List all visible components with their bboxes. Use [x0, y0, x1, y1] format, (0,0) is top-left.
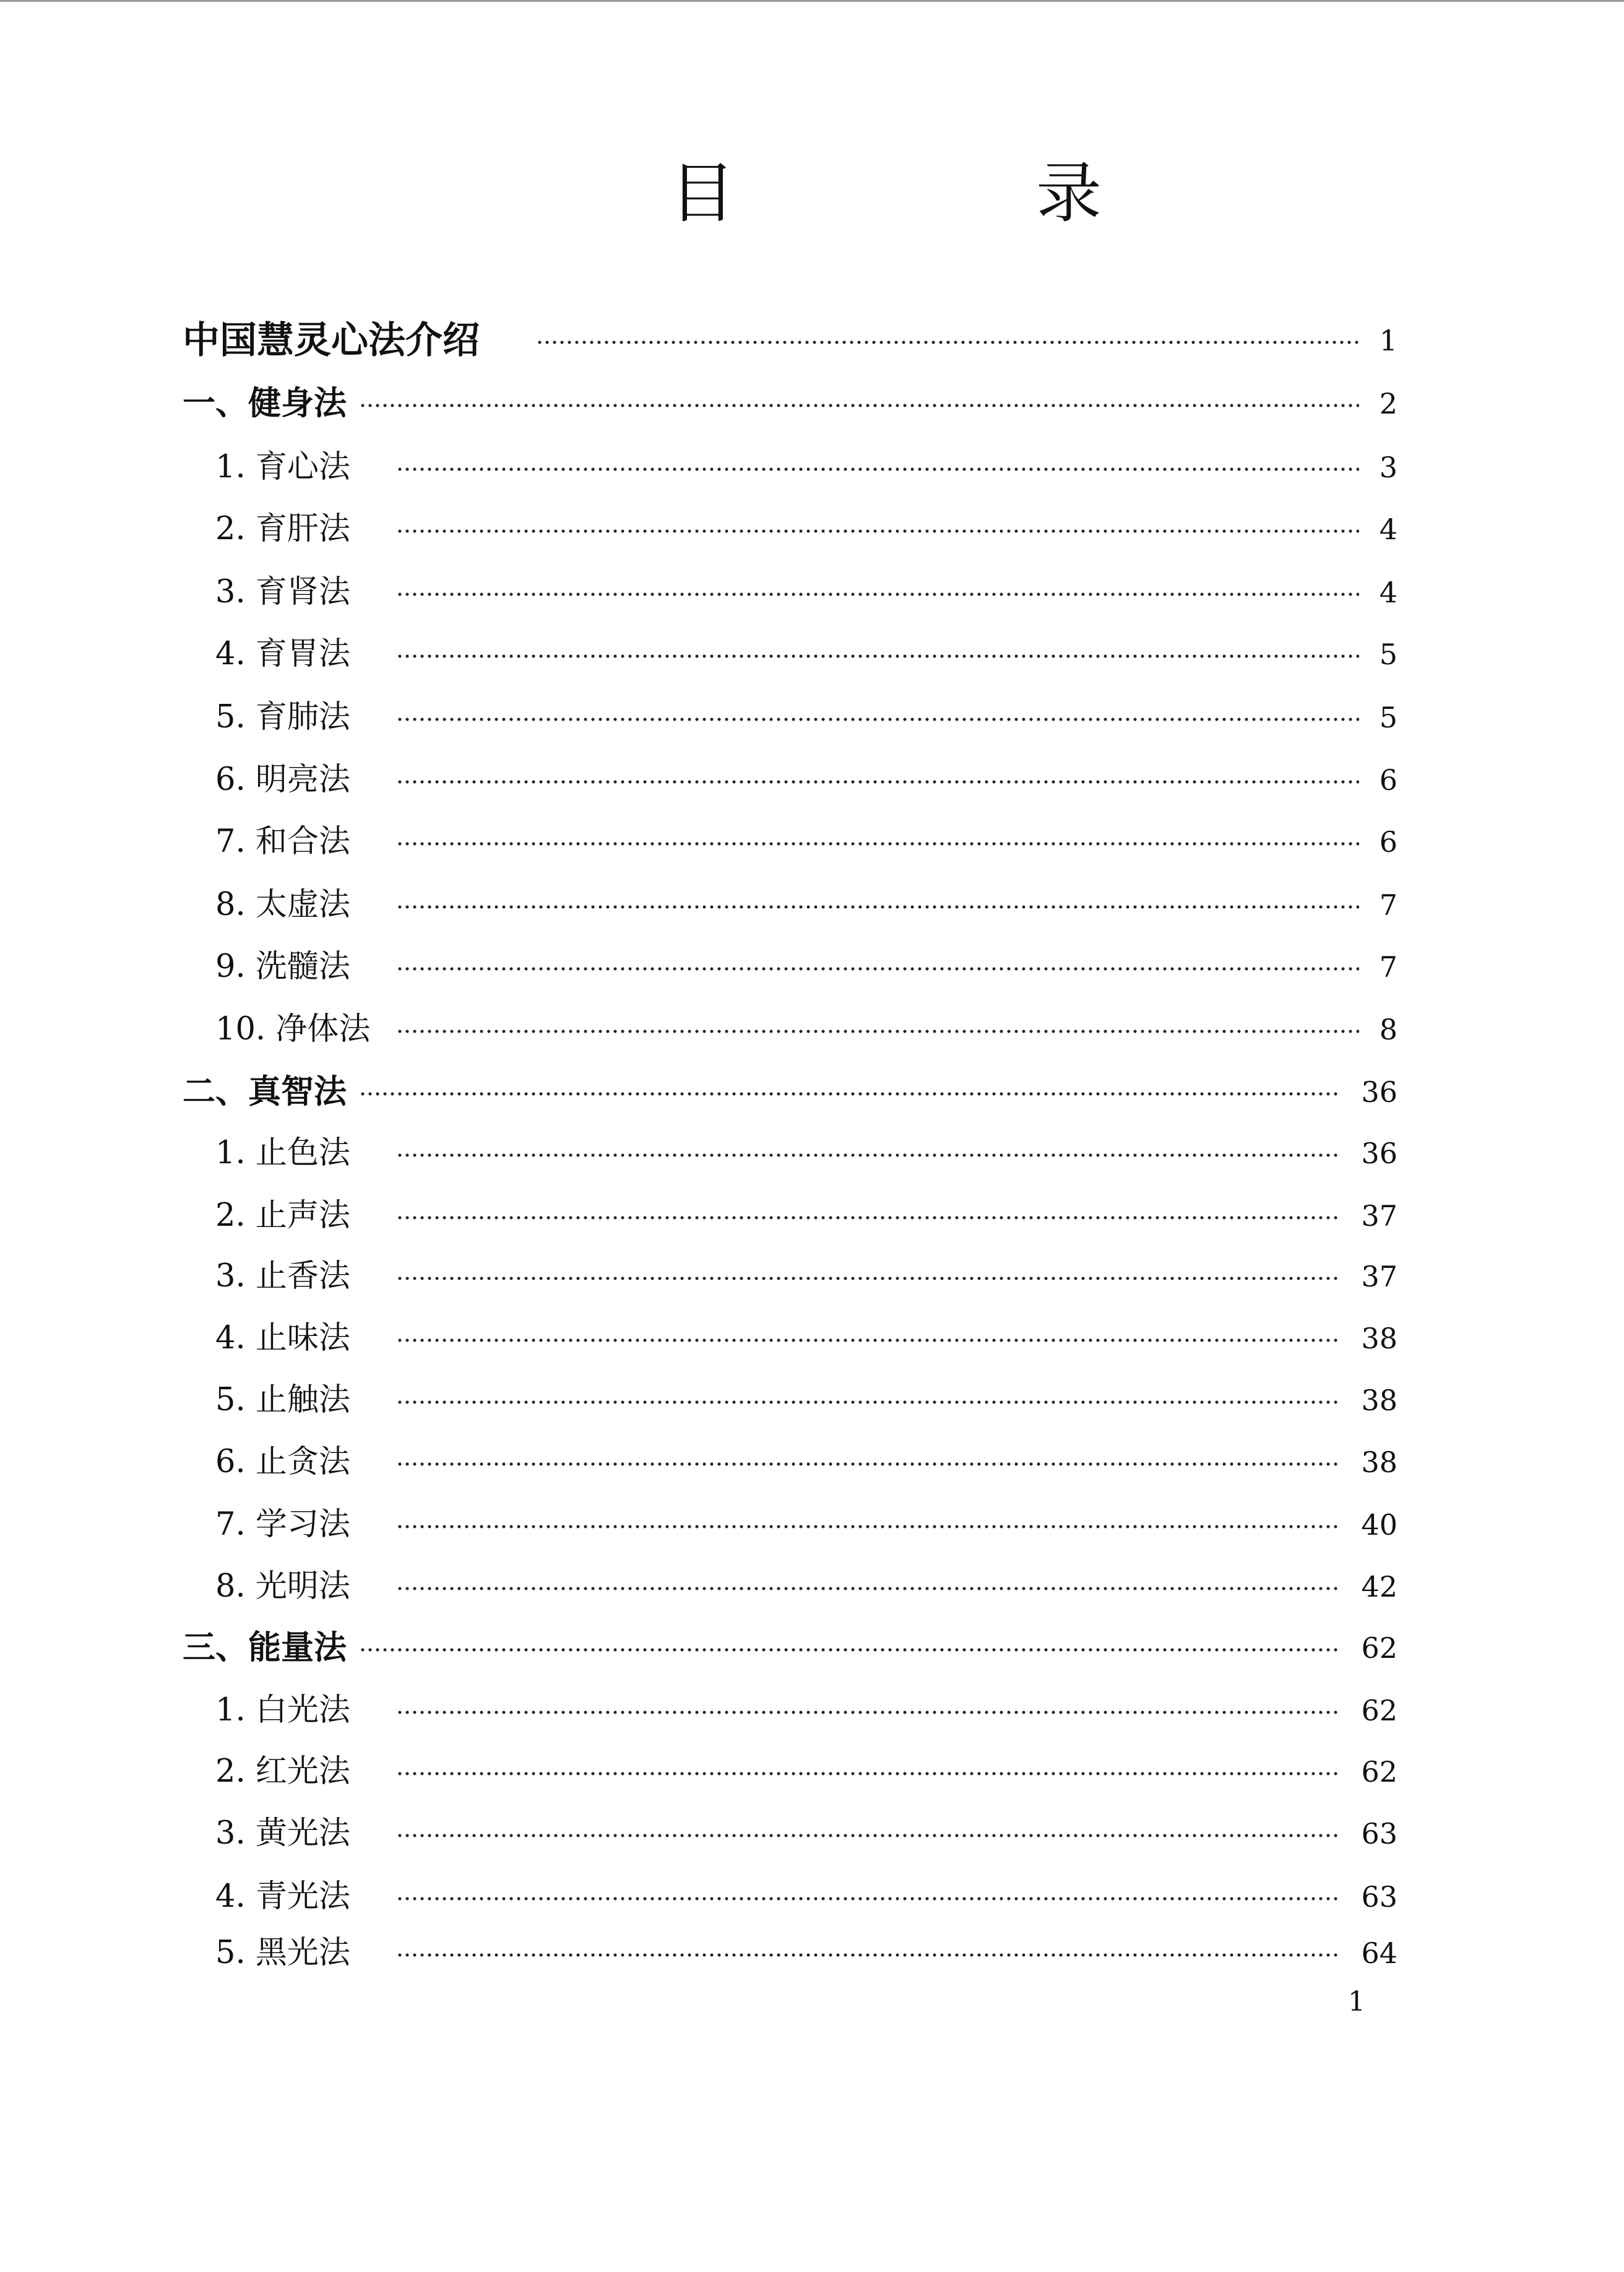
toc-entry-page-number: 36 — [1361, 1137, 1397, 1170]
toc-entry-page-number: 38 — [1361, 1446, 1397, 1479]
toc-entry — [183, 379, 1405, 428]
toc-entry — [215, 755, 1405, 805]
toc-entry-page-number: 62 — [1361, 1694, 1397, 1727]
toc-entry-page-number: 38 — [1361, 1322, 1397, 1355]
toc-entry — [215, 1314, 1405, 1363]
toc-entry-title: 8. 太虚法 — [215, 887, 350, 923]
toc-entry-page-number: 62 — [1361, 1631, 1397, 1665]
toc-dot-leader — [396, 1953, 1341, 1957]
toc-entry — [215, 1686, 1405, 1735]
toc-entry-title: 8. 光明法 — [215, 1568, 350, 1605]
toc-entry-page-number: 4 — [1379, 576, 1397, 609]
toc-entry-page-number: 63 — [1361, 1817, 1397, 1850]
toc-entry-title: 3. 育肾法 — [215, 574, 350, 610]
toc-dot-leader — [396, 842, 1359, 846]
toc-entry-title: 10. 净体法 — [215, 1011, 371, 1047]
toc-entry-title: 2. 育肝法 — [215, 511, 350, 547]
toc-dot-leader — [396, 467, 1359, 471]
toc-entry — [215, 942, 1405, 992]
toc-dot-leader — [396, 1525, 1341, 1528]
toc-entry — [215, 1376, 1405, 1425]
toc-entry — [215, 1872, 1405, 1922]
toc-entry-title: 7. 和合法 — [215, 823, 350, 860]
toc-dot-leader — [396, 1711, 1341, 1714]
toc-entry-title: 2. 止声法 — [215, 1197, 350, 1234]
toc-dot-leader — [396, 1400, 1341, 1404]
toc-dot-leader — [396, 1772, 1341, 1776]
toc-entry-title: 5. 育肺法 — [215, 699, 350, 735]
toc-dot-leader — [396, 1216, 1341, 1220]
toc-entry-page-number: 42 — [1361, 1570, 1397, 1603]
toc-entry-page-number: 4 — [1379, 513, 1397, 546]
toc-entry-title: 6. 止贪法 — [215, 1444, 350, 1480]
toc-entry — [215, 568, 1405, 617]
toc-entry-title: 3. 止香法 — [215, 1258, 350, 1294]
toc-entry — [215, 1252, 1405, 1301]
toc-dot-leader — [396, 529, 1359, 533]
toc-entry-title: 三、能量法 — [183, 1629, 347, 1667]
toc-entry-title: 6. 明亮法 — [215, 761, 350, 798]
toc-dot-leader — [396, 1462, 1341, 1466]
toc-dot-leader — [396, 1834, 1341, 1837]
toc-entry-title: 2. 红光法 — [215, 1753, 350, 1790]
toc-dot-leader — [396, 1897, 1341, 1901]
toc-entry — [215, 693, 1405, 742]
toc-entry — [215, 1005, 1405, 1054]
toc-entry-title: 中国慧灵心法介绍 — [183, 319, 480, 362]
toc-dot-leader — [396, 780, 1359, 784]
toc-entry — [215, 1928, 1405, 1978]
toc-entry-page-number: 7 — [1379, 950, 1397, 984]
toc-entry-page-number: 3 — [1379, 451, 1397, 484]
toc-entry-title: 1. 育心法 — [215, 449, 350, 485]
toc-entry-title: 5. 黑光法 — [215, 1935, 350, 1971]
toc-entry-page-number: 37 — [1361, 1199, 1397, 1233]
toc-entry-page-number: 37 — [1361, 1260, 1397, 1293]
toc-entry-title: 4. 青光法 — [215, 1878, 350, 1915]
toc-entry-page-number: 8 — [1379, 1013, 1397, 1046]
toc-entry-page-number: 7 — [1379, 888, 1397, 922]
toc-entry-page-number: 5 — [1379, 638, 1397, 671]
toc-entry-title: 7. 学习法 — [215, 1506, 350, 1543]
toc-entry-title: 4. 育胃法 — [215, 636, 350, 672]
toc-entry — [215, 505, 1405, 554]
toc-entry-page-number: 63 — [1361, 1880, 1397, 1914]
toc-entry-page-number: 1 — [1379, 324, 1397, 357]
toc-entry — [215, 1437, 1405, 1487]
toc-dot-leader — [359, 1092, 1341, 1096]
toc-entry — [215, 1562, 1405, 1611]
toc-entry — [215, 1191, 1405, 1241]
toc-dot-leader — [396, 654, 1359, 658]
toc-dot-leader — [396, 718, 1359, 721]
toc-dot-leader — [396, 1153, 1341, 1157]
toc-entry-page-number: 62 — [1361, 1755, 1397, 1789]
toc-dot-leader — [396, 1338, 1341, 1342]
toc-dot-leader — [396, 1587, 1341, 1590]
toc-entry-title: 一、健身法 — [183, 384, 347, 422]
toc-entry-title: 4. 止味法 — [215, 1320, 350, 1356]
toc-entry-title: 二、真智法 — [183, 1073, 347, 1111]
toc-dot-leader — [396, 967, 1359, 971]
toc-entry-page-number: 38 — [1361, 1384, 1397, 1417]
toc-entry-page-number: 40 — [1361, 1508, 1397, 1541]
toc-entry — [215, 880, 1405, 930]
toc-entry-title: 5. 止触法 — [215, 1382, 350, 1418]
toc-entry-title: 9. 洗髓法 — [215, 948, 350, 985]
toc-entry-page-number: 6 — [1379, 825, 1397, 859]
toc-entry — [215, 443, 1405, 492]
toc-entry-page-number: 36 — [1361, 1075, 1397, 1109]
toc-entry-page-number: 2 — [1379, 387, 1397, 420]
page-number: 1 — [1348, 1986, 1365, 2018]
toc-entry-title: 3. 黄光法 — [215, 1815, 350, 1852]
toc-entry — [183, 1067, 1405, 1117]
toc-dot-leader — [359, 404, 1359, 407]
page-title: 目 录 — [670, 155, 1219, 232]
toc-dot-leader — [396, 592, 1359, 596]
toc-dot-leader — [536, 340, 1359, 344]
toc-entry — [183, 316, 1405, 365]
toc-entry-title: 1. 止色法 — [215, 1135, 350, 1171]
toc-entry-page-number: 64 — [1361, 1936, 1397, 1970]
toc-entry — [215, 1129, 1405, 1178]
toc-dot-leader — [396, 1030, 1359, 1033]
toc-entry — [215, 1500, 1405, 1550]
toc-entry — [215, 1809, 1405, 1858]
toc-entry — [215, 630, 1405, 679]
toc-dot-leader — [359, 1648, 1341, 1652]
toc-entry — [215, 817, 1405, 867]
toc-dot-leader — [396, 1277, 1341, 1280]
toc-entry-title: 1. 白光法 — [215, 1692, 350, 1728]
toc-entry — [183, 1623, 1405, 1673]
toc-entry — [215, 1747, 1405, 1797]
toc-entry-page-number: 5 — [1379, 701, 1397, 734]
toc-dot-leader — [396, 905, 1359, 909]
toc-entry-page-number: 6 — [1379, 763, 1397, 797]
